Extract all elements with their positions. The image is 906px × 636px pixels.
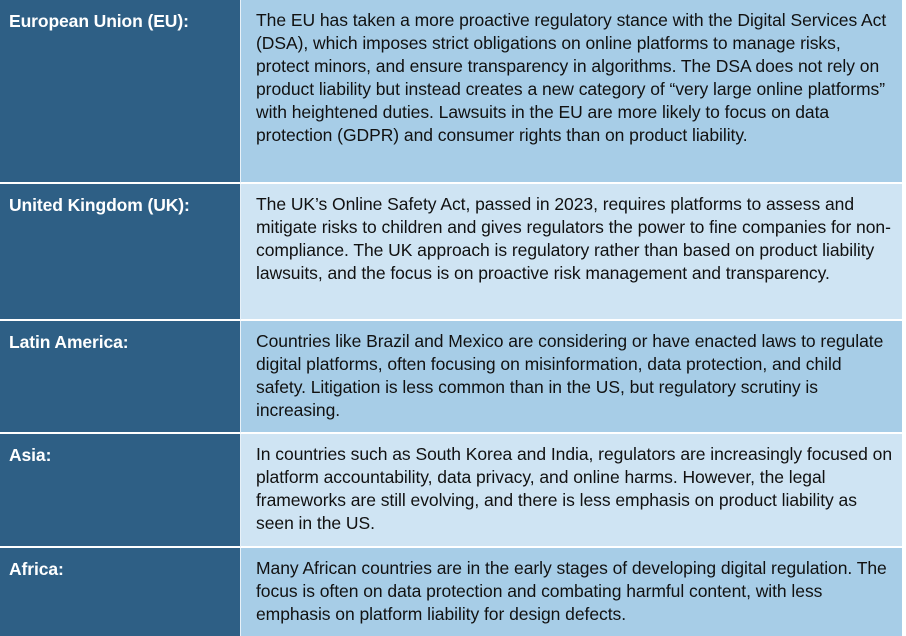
region-label-eu: European Union (EU): — [0, 0, 240, 184]
region-description-eu: The EU has taken a more proactive regulatory stance with the Digital Services Act (DSA), which imposes strict obligations on online platforms to manage risks, protect minors, and ensure transparency in algorithms. The DSA does not rely on product liability but instead creates a new category of “very large online platforms” with heightened duties. Lawsuits in the EU are more likely to focus on data protection (GDPR) and consumer rights than on product liability. — [240, 0, 902, 184]
region-label-africa: Africa: — [0, 548, 240, 636]
region-label-asia: Asia: — [0, 434, 240, 548]
region-description-uk: The UK’s Online Safety Act, passed in 2023, requires platforms to assess and mitigate risks to children and gives regulators the power to fine companies for non-compliance. The UK approach is regulatory rather than based on product liability lawsuits, and the focus is on proactive risk management and transparency. — [240, 184, 902, 321]
region-label-latin-america: Latin America: — [0, 321, 240, 434]
region-description-asia: In countries such as South Korea and India, regulators are increasingly focused on platform accountability, data privacy, and online harms. However, the legal frameworks are still evolving, and there is less emphasis on product liability as seen in the US. — [240, 434, 902, 548]
region-label-uk: United Kingdom (UK): — [0, 184, 240, 321]
region-description-africa: Many African countries are in the early stages of developing digital regulation. The focus is often on data protection and combating harmful content, with less emphasis on platform liability for design defects. — [240, 548, 902, 636]
region-description-latin-america: Countries like Brazil and Mexico are considering or have enacted laws to regulate digital platforms, often focusing on misinformation, data protection, and child safety. Litigation is less common than in the US, but regulatory scrutiny is increasing. — [240, 321, 902, 434]
